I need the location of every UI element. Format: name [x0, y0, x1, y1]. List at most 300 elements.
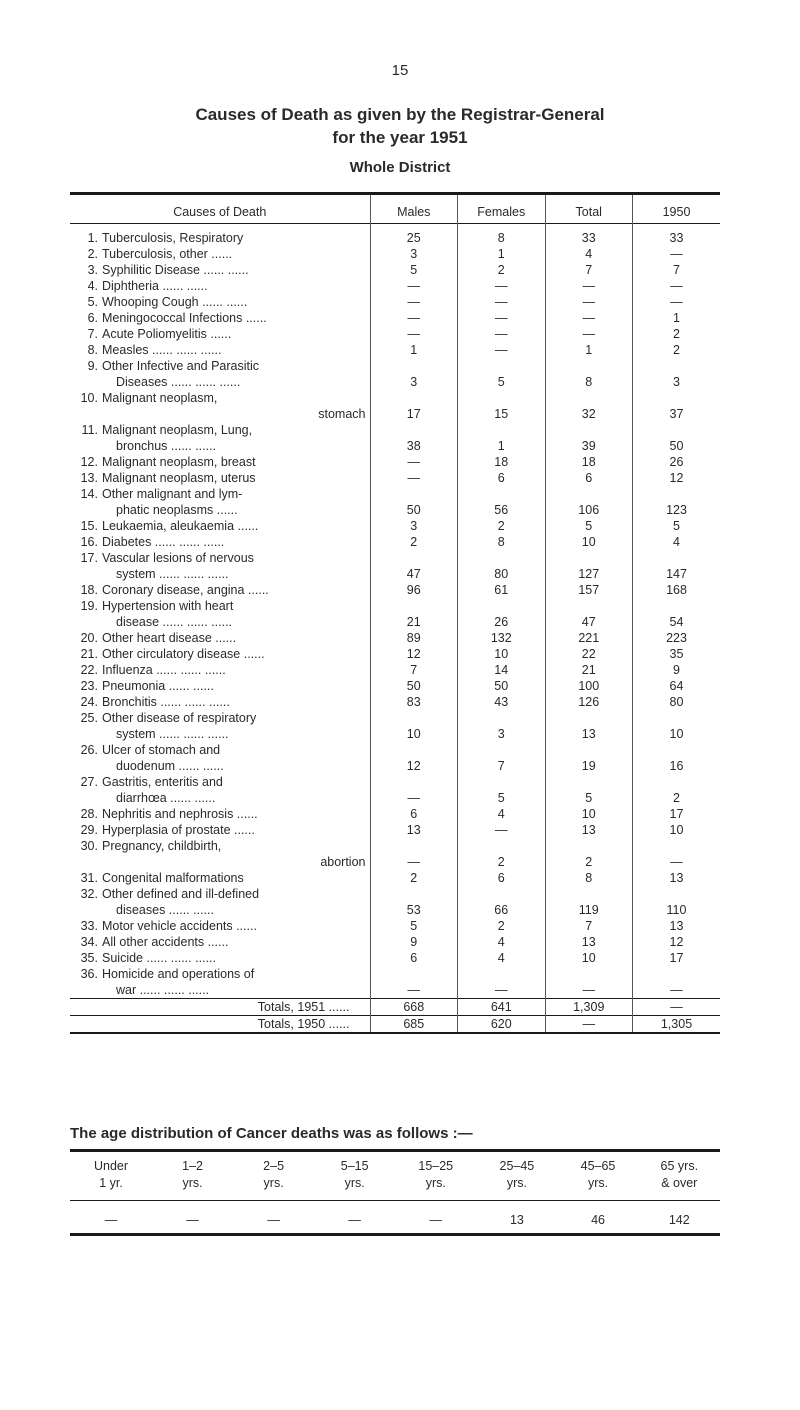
- cause-number: 17.: [80, 551, 98, 565]
- table-row: [70, 710, 720, 742]
- total-value-y1950: 1,305: [633, 1016, 721, 1034]
- table-row: [70, 742, 720, 774]
- table-row: [70, 950, 720, 966]
- cause-cell: [70, 278, 370, 294]
- table-row: [70, 838, 720, 870]
- age-group-header: [233, 1151, 314, 1201]
- value-y1950: 80: [633, 694, 721, 710]
- cause-label: Bronchitis ...... ...... ......: [102, 695, 230, 709]
- value-females: 8: [458, 534, 546, 550]
- cause-number: 1.: [87, 231, 98, 245]
- age-group-header: [476, 1151, 557, 1201]
- cause-label: stomach: [318, 407, 366, 421]
- table-row: [70, 358, 720, 390]
- cause-label: Tuberculosis, Respiratory: [102, 231, 244, 245]
- cause-cell: [70, 422, 370, 454]
- table-row: [70, 646, 720, 662]
- cause-number: 6.: [87, 311, 98, 325]
- cause-number: 30.: [80, 839, 98, 853]
- value-total: 13: [545, 710, 633, 742]
- cause-label: Diphtheria ...... ......: [102, 279, 208, 293]
- cause-number: 29.: [80, 823, 98, 837]
- cause-label: Malignant neoplasm,: [102, 391, 218, 405]
- cause-cell: [70, 486, 370, 518]
- cause-number: 4.: [87, 279, 98, 293]
- value-total: 32: [545, 390, 633, 422]
- age-group-value: —: [429, 1213, 443, 1227]
- value-males: —: [370, 454, 458, 470]
- cause-number: 22.: [80, 663, 98, 677]
- value-females: 7: [458, 742, 546, 774]
- value-total: 10: [545, 806, 633, 822]
- table-row: [70, 422, 720, 454]
- column-header-total: Total: [545, 194, 633, 224]
- value-females: —: [458, 294, 546, 310]
- cause-number: 14.: [80, 487, 98, 501]
- value-females: —: [458, 326, 546, 342]
- value-y1950: 13: [633, 918, 721, 934]
- value-y1950: 223: [633, 630, 721, 646]
- age-group-value: 13: [509, 1213, 524, 1227]
- value-total: 157: [545, 582, 633, 598]
- cause-label: Nephritis and nephrosis ......: [102, 807, 258, 821]
- value-y1950: 4: [633, 534, 721, 550]
- value-total: 33: [545, 224, 633, 247]
- cause-cell: [70, 694, 370, 710]
- cause-label: Congenital malformations: [102, 871, 244, 885]
- value-total: 10: [545, 950, 633, 966]
- cause-cell: [70, 310, 370, 326]
- cause-label: Other defined and ill-defined: [102, 887, 260, 901]
- value-y1950: 2: [633, 326, 721, 342]
- value-total: 13: [545, 934, 633, 950]
- cause-number: 5.: [87, 295, 98, 309]
- value-males: 38: [370, 422, 458, 454]
- cause-number: 11.: [81, 423, 98, 437]
- table-row: [70, 918, 720, 934]
- age-group-label-top: Under: [93, 1159, 129, 1173]
- value-total: 21: [545, 662, 633, 678]
- totals-label: Totals, 1951 ......: [70, 999, 370, 1016]
- cause-cell: [70, 662, 370, 678]
- table-row: [70, 598, 720, 630]
- value-y1950: 10: [633, 822, 721, 838]
- value-females: 80: [458, 550, 546, 582]
- value-y1950: 110: [633, 886, 721, 918]
- value-y1950: 9: [633, 662, 721, 678]
- value-females: 50: [458, 678, 546, 694]
- cause-cell: [70, 838, 370, 870]
- total-value-females: 641: [458, 999, 546, 1016]
- total-value-males: 668: [370, 999, 458, 1016]
- cause-number: 23.: [80, 679, 98, 693]
- value-females: 2: [458, 518, 546, 534]
- age-group-label-bottom: 1 yr.: [99, 1176, 123, 1190]
- cause-number: 21.: [80, 647, 98, 661]
- cause-label: Measles ...... ...... ......: [102, 343, 222, 357]
- cause-cell: [70, 710, 370, 742]
- cause-number: 26.: [80, 743, 98, 757]
- cause-cell: [70, 966, 370, 999]
- table-row: [70, 870, 720, 886]
- table-row: [70, 390, 720, 422]
- cause-cell: [70, 774, 370, 806]
- age-distribution-heading: The age distribution of Cancer deaths was as follows :—: [70, 1125, 473, 1142]
- value-males: 9: [370, 934, 458, 950]
- column-header-causes: Causes of Death: [173, 205, 267, 219]
- cause-label: Vascular lesions of nervous: [102, 551, 254, 565]
- value-females: 18: [458, 454, 546, 470]
- value-total: —: [545, 966, 633, 999]
- cause-label: Coronary disease, angina ......: [102, 583, 269, 597]
- cause-cell: [70, 454, 370, 470]
- age-group-label-top: 5–15: [340, 1159, 369, 1173]
- cause-cell: [70, 326, 370, 342]
- value-males: —: [370, 774, 458, 806]
- totals-row: [70, 1016, 720, 1034]
- cause-number: 13.: [80, 471, 98, 485]
- cause-number: 16.: [80, 535, 98, 549]
- value-y1950: 64: [633, 678, 721, 694]
- value-males: 6: [370, 806, 458, 822]
- value-total: —: [545, 278, 633, 294]
- value-males: 25: [370, 224, 458, 247]
- cause-cell: [70, 550, 370, 582]
- cause-label: Malignant neoplasm, Lung,: [102, 423, 253, 437]
- value-y1950: 10: [633, 710, 721, 742]
- table-row: [70, 294, 720, 310]
- total-value-females: 620: [458, 1016, 546, 1034]
- cause-label: Other heart disease ......: [102, 631, 237, 645]
- total-value-total: —: [545, 1016, 633, 1034]
- value-total: 22: [545, 646, 633, 662]
- cause-cell: [70, 224, 370, 247]
- age-group-header: [395, 1151, 476, 1201]
- value-males: 21: [370, 598, 458, 630]
- value-total: —: [545, 326, 633, 342]
- value-females: 26: [458, 598, 546, 630]
- column-header-1950: 1950: [633, 194, 721, 224]
- value-y1950: 16: [633, 742, 721, 774]
- value-males: —: [370, 278, 458, 294]
- value-y1950: 17: [633, 806, 721, 822]
- table-row: [70, 886, 720, 918]
- value-females: 56: [458, 486, 546, 518]
- value-males: 1: [370, 342, 458, 358]
- cause-cell: [70, 870, 370, 886]
- cause-cell: [70, 950, 370, 966]
- value-males: 50: [370, 678, 458, 694]
- value-males: 6: [370, 950, 458, 966]
- value-males: 96: [370, 582, 458, 598]
- table-row: [70, 518, 720, 534]
- age-group-value: —: [267, 1213, 280, 1227]
- table-row: [70, 224, 720, 247]
- value-y1950: —: [633, 246, 721, 262]
- cause-label: Meningococcal Infections ......: [102, 311, 267, 325]
- value-males: 3: [370, 518, 458, 534]
- value-males: 7: [370, 662, 458, 678]
- cancer-age-distribution-table: [70, 1149, 720, 1236]
- cause-cell: [70, 886, 370, 918]
- cause-cell: [70, 518, 370, 534]
- value-females: —: [458, 278, 546, 294]
- value-females: 6: [458, 470, 546, 486]
- cause-label: Malignant neoplasm, breast: [102, 455, 256, 469]
- value-y1950: —: [633, 294, 721, 310]
- value-total: 10: [545, 534, 633, 550]
- cause-cell: [70, 262, 370, 278]
- cause-number: 7.: [87, 327, 98, 341]
- age-group-label-top: 1–2: [182, 1159, 203, 1173]
- cause-number: 20.: [80, 631, 98, 645]
- page-title: [0, 103, 800, 149]
- cause-cell: [70, 598, 370, 630]
- cause-number: 25.: [80, 711, 98, 725]
- age-group-value: —: [104, 1213, 118, 1227]
- table-header-row: [70, 194, 720, 224]
- value-males: 2: [370, 870, 458, 886]
- cause-number: 15.: [80, 519, 98, 533]
- table-row: [70, 822, 720, 838]
- value-total: 18: [545, 454, 633, 470]
- cause-label: system ...... ...... ......: [116, 567, 229, 581]
- cause-label: Suicide ...... ...... ......: [102, 951, 216, 965]
- value-y1950: 35: [633, 646, 721, 662]
- table-row: [70, 582, 720, 598]
- value-females: 3: [458, 710, 546, 742]
- causes-table-body: [70, 224, 720, 1034]
- value-total: 7: [545, 262, 633, 278]
- value-females: 61: [458, 582, 546, 598]
- cause-cell: [70, 534, 370, 550]
- table-row: [70, 246, 720, 262]
- value-total: 5: [545, 518, 633, 534]
- table-row: [70, 934, 720, 950]
- cause-label: Hyperplasia of prostate ......: [102, 823, 255, 837]
- table-row: [70, 326, 720, 342]
- value-females: 43: [458, 694, 546, 710]
- cause-cell: [70, 678, 370, 694]
- cause-label: system ...... ...... ......: [116, 727, 229, 741]
- value-y1950: 13: [633, 870, 721, 886]
- value-total: 8: [545, 870, 633, 886]
- cause-label: disease ...... ...... ......: [116, 615, 233, 629]
- table-row: [70, 694, 720, 710]
- value-males: 12: [370, 646, 458, 662]
- total-value-males: 685: [370, 1016, 458, 1034]
- cause-label: Leukaemia, aleukaemia ......: [102, 519, 259, 533]
- cause-cell: [70, 470, 370, 486]
- cause-number: 31.: [80, 871, 98, 885]
- value-total: 7: [545, 918, 633, 934]
- cause-cell: [70, 806, 370, 822]
- value-females: —: [458, 966, 546, 999]
- value-y1950: 5: [633, 518, 721, 534]
- value-males: —: [370, 326, 458, 342]
- table-row: [70, 278, 720, 294]
- value-y1950: 50: [633, 422, 721, 454]
- value-females: —: [458, 310, 546, 326]
- age-group-label-top: 65 yrs.: [660, 1159, 699, 1173]
- age-header-row: [70, 1151, 720, 1201]
- table-row: [70, 630, 720, 646]
- cause-number: 28.: [80, 807, 98, 821]
- value-total: 126: [545, 694, 633, 710]
- cause-number: 8.: [87, 343, 98, 357]
- cause-label: Tuberculosis, other ......: [102, 247, 233, 261]
- value-total: 127: [545, 550, 633, 582]
- value-females: 14: [458, 662, 546, 678]
- value-total: 6: [545, 470, 633, 486]
- value-males: —: [370, 470, 458, 486]
- value-females: 66: [458, 886, 546, 918]
- age-group-header: [70, 1151, 152, 1201]
- cause-label: Diseases ...... ...... ......: [116, 375, 241, 389]
- value-males: 3: [370, 246, 458, 262]
- value-total: 4: [545, 246, 633, 262]
- table-row: [70, 262, 720, 278]
- age-group-value: 46: [591, 1213, 605, 1227]
- cause-number: 32.: [80, 887, 98, 901]
- cause-number: 3.: [87, 263, 98, 277]
- age-values-row: [70, 1201, 720, 1235]
- value-total: 106: [545, 486, 633, 518]
- table-row: [70, 534, 720, 550]
- table-row: [70, 662, 720, 678]
- cause-number: 36.: [80, 967, 98, 981]
- cause-label: Hypertension with heart: [102, 599, 234, 613]
- table-row: [70, 550, 720, 582]
- table-row: [70, 966, 720, 999]
- cause-label: Diabetes ...... ...... ......: [102, 535, 225, 549]
- value-males: 17: [370, 390, 458, 422]
- table-row: [70, 342, 720, 358]
- cause-cell: [70, 630, 370, 646]
- value-total: 5: [545, 774, 633, 806]
- table-row: [70, 310, 720, 326]
- page-subtitle: Whole District: [349, 159, 451, 176]
- age-group-label-bottom: yrs.: [425, 1176, 446, 1190]
- cause-number: 35.: [80, 951, 98, 965]
- cause-label: diarrhœa ...... ......: [116, 791, 216, 805]
- cause-label: Influenza ...... ...... ......: [102, 663, 226, 677]
- value-females: 15: [458, 390, 546, 422]
- value-females: 5: [458, 358, 546, 390]
- value-females: 132: [458, 630, 546, 646]
- cause-label: Ulcer of stomach and: [102, 743, 221, 757]
- value-y1950: —: [633, 278, 721, 294]
- page-number: 15: [391, 62, 409, 79]
- value-y1950: 7: [633, 262, 721, 278]
- cause-cell: [70, 582, 370, 598]
- cause-cell: [70, 822, 370, 838]
- cause-cell: [70, 934, 370, 950]
- cause-label: abortion: [320, 855, 366, 869]
- cause-number: 27.: [80, 775, 98, 789]
- value-y1950: 1: [633, 310, 721, 326]
- value-females: 4: [458, 806, 546, 822]
- cause-cell: [70, 918, 370, 934]
- value-y1950: 123: [633, 486, 721, 518]
- age-group-label-bottom: yrs.: [506, 1176, 527, 1190]
- value-females: —: [458, 822, 546, 838]
- value-females: 1: [458, 422, 546, 454]
- value-males: —: [370, 294, 458, 310]
- value-y1950: 33: [633, 224, 721, 247]
- cause-label: Syphilitic Disease ...... ......: [102, 263, 249, 277]
- cause-number: 19.: [80, 599, 98, 613]
- age-group-value: —: [348, 1213, 361, 1227]
- cause-cell: [70, 742, 370, 774]
- column-header-males: Males: [370, 194, 458, 224]
- cause-label: Gastritis, enteritis and: [102, 775, 223, 789]
- table-row: [70, 806, 720, 822]
- value-total: 13: [545, 822, 633, 838]
- value-total: 8: [545, 358, 633, 390]
- age-group-header: [152, 1151, 233, 1201]
- cause-number: 9.: [87, 359, 98, 373]
- value-females: 2: [458, 262, 546, 278]
- value-total: 47: [545, 598, 633, 630]
- value-females: 8: [458, 224, 546, 247]
- value-females: 10: [458, 646, 546, 662]
- value-y1950: 12: [633, 470, 721, 486]
- value-males: —: [370, 310, 458, 326]
- cause-label: bronchus ...... ......: [116, 439, 217, 453]
- value-y1950: 168: [633, 582, 721, 598]
- age-group-label-bottom: & over: [661, 1176, 698, 1190]
- value-y1950: 54: [633, 598, 721, 630]
- cause-number: 24.: [80, 695, 98, 709]
- cause-label: Other circulatory disease ......: [102, 647, 265, 661]
- causes-of-death-table: [70, 192, 720, 1034]
- cause-number: 2.: [87, 247, 98, 261]
- column-header-females: Females: [458, 194, 546, 224]
- total-value-y1950: —: [633, 999, 721, 1016]
- cause-label: duodenum ...... ......: [116, 759, 224, 773]
- cause-number: 34.: [80, 935, 98, 949]
- value-total: 19: [545, 742, 633, 774]
- cause-label: All other accidents ......: [102, 935, 229, 949]
- value-y1950: 37: [633, 390, 721, 422]
- age-group-header: [314, 1151, 395, 1201]
- age-group-label-top: 45–65: [580, 1159, 616, 1173]
- value-males: 50: [370, 486, 458, 518]
- total-value-total: 1,309: [545, 999, 633, 1016]
- age-group-label-top: 25–45: [499, 1159, 535, 1173]
- value-females: 1: [458, 246, 546, 262]
- cause-cell: [70, 358, 370, 390]
- value-y1950: 2: [633, 774, 721, 806]
- cause-label: Other malignant and lym-: [102, 487, 243, 501]
- value-females: 2: [458, 918, 546, 934]
- cause-label: Pregnancy, childbirth,: [102, 839, 222, 853]
- cause-label: Acute Poliomyelitis ......: [102, 327, 232, 341]
- cause-label: phatic neoplasms ......: [116, 503, 238, 517]
- value-total: 1: [545, 342, 633, 358]
- cause-number: 18.: [80, 583, 98, 597]
- value-males: 12: [370, 742, 458, 774]
- value-males: 13: [370, 822, 458, 838]
- value-females: 4: [458, 934, 546, 950]
- cause-number: 10.: [80, 391, 98, 405]
- cause-cell: [70, 294, 370, 310]
- cause-label: Other disease of respiratory: [102, 711, 257, 725]
- value-y1950: 17: [633, 950, 721, 966]
- totals-label: Totals, 1950 ......: [70, 1016, 370, 1034]
- value-males: 3: [370, 358, 458, 390]
